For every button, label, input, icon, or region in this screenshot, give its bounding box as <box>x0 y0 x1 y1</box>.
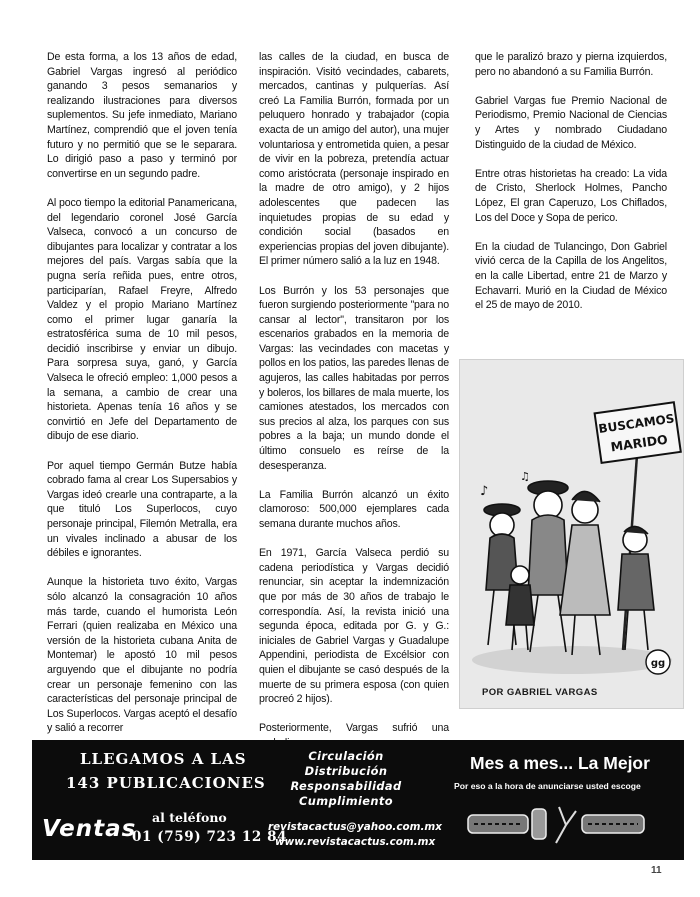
artist-signature: gg <box>650 658 666 669</box>
ad-service-item: Responsabilidad <box>290 779 402 793</box>
paragraph: En la ciudad de Tulancingo, Don Gabriel vivió cerca de la Capilla de los Angelitos, en la calle Libertad, entre 21 de Marzo y Echavarri. Murió en la Ciudad de México el 25 de mayo de 2010. <box>475 240 667 312</box>
ad-headline-2: 143 PUBLICACIONES <box>66 774 266 792</box>
ad-service-item: Circulación <box>308 749 384 763</box>
ad-website-link[interactable]: www.revistacactus.com.mx <box>275 836 436 848</box>
article-column-1 <box>47 50 237 751</box>
paragraph: Gabriel Vargas fue Premio Nacional de Periodismo, Premio Nacional de Ciencias y Artes y nombrado Ciudadano Distinguido de la ciudad de México. <box>475 94 667 151</box>
ad-email-link[interactable]: revistacactus@yahoo.com.mx <box>268 821 442 833</box>
paragraph: En 1971, García Valseca perdió su cadena periodística y Vargas decidió renunciar, sin aceptar la indemnización que por más de 30 años de trabajo le correspondía. Así, la revista inició una segunda época, editada por G. y G.: iniciales de Gabriel Vargas y Guadalupe Appendini, periodista de Excélsior con quien el dibujante se casó después de la muerte de su primera esposa (con quien procreó 2 hijos). <box>259 547 449 706</box>
svg-text:♪: ♪ <box>480 484 489 499</box>
paragraph: Los Burrón y los 53 personajes que fueron surgiendo posteriormente "para no cansar al lector", transitaron por los escenarios grabados en la memoria de Vargas: las vecindades con macetas y pollos en los patios, las paredes llenas de agujeros, las calles habitadas por perros y boleros, los billares de mala muerte, los camiones atestados, los mercados con sus precios al alza, los parques con sus pobres a la baja; un mundo donde el último consuelo es reírse de la desesperanza. <box>259 284 449 472</box>
svg-text:♫: ♫ <box>520 470 530 483</box>
paragraph: Entre otras historietas ha creado: La vida de Cristo, Sherlock Holmes, Pancho López, El gran Caperuzo, Los Chiflados, Los del Doce y Sopa de perico. <box>475 167 667 224</box>
ad-service-item: Cumplimiento <box>299 794 393 808</box>
ad-services-list <box>254 749 438 809</box>
cactus-logo <box>464 805 664 845</box>
ad-tagline: Por eso a la hora de anunciarse usted escoge <box>454 781 641 791</box>
advertisement-banner <box>32 740 684 860</box>
page-number: 11 <box>651 865 662 876</box>
ad-service-item: Distribución <box>304 764 388 778</box>
ad-slogan: Mes a mes... La Mejor <box>470 753 650 773</box>
comic-illustration <box>459 359 684 709</box>
paragraph: Por aquel tiempo Germán Butze había cobrado fama al crear Los Supersabios y Vargas ideó crearle una contraparte, a la que tituló Los Superlocos, cuyo personaje principal, Filemón Metralla, era un vivales inclinado a abusar de los débiles e ignorantes. <box>47 459 237 560</box>
paragraph: La Familia Burrón alcanzó un éxito clamoroso: 500,000 ejemplares cada semana durante muchos años. <box>259 488 449 530</box>
ad-sales-label: Ventas <box>42 816 137 842</box>
ad-phone-label: al teléfono <box>152 810 227 825</box>
illustration-caption: POR GABRIEL VARGAS <box>482 687 598 698</box>
paragraph: las calles de la ciudad, en busca de inspiración. Visitó vecindades, cabarets, mercados, cantinas y pulquerías. Así creó La Familia Burrón, formada por un peluquero honrado y trabajador (copia exacta de un amigo del autor), una mujer voluntariosa y entrometida quien, a pesar de vivir en la pobreza, pretendía actuar como aristócrata (personaje inspirado en la madre de otro amigo), y 2 hijos adolescentes que padecen las inquietudes propias de su edad y condición social (basados en experiencias propias del joven dibujante). El primer número salió a la luz en 1948. <box>259 51 449 268</box>
paragraph: Posteriormente, Vargas sufrió una <box>259 722 449 735</box>
paragraph: que le paralizó brazo y pierna izquierdos, pero no abandonó a su Familia Burrón. <box>475 51 667 78</box>
ad-phone-number[interactable]: 01 (759) 723 12 84 <box>132 829 288 845</box>
paragraph: Al poco tiempo la editorial Panamericana, del legendario coronel José García Valseca, convocó a un concurso de dibujantes para localizar y contratar a los mejores del país. Vargas sabía que la pugna sería reñida pues, entre otros, participarían, Rafael Freyre, Alfredo Valdez y el propio Mariano Martínez como el primer lugar ganaría la estratosférica suma de 10 mil pesos, decidió inscribirse y enviar un dibujo. Para sorpresa suya, ganó, y García Valseca le ofreció empleo: 1,000 pesos a la semana, a cambio de crear una historieta. Apenas tenía 16 años y se convirtió en Jefe del Departamento de dibujo de ese diario. <box>47 196 237 443</box>
article-column-2 <box>259 50 449 765</box>
article-column-3 <box>475 50 667 327</box>
paragraph: De esta forma, a los 13 años de edad, Gabriel Vargas ingresó al periódico ganando 3 pesos semanarios y realizando ilustraciones para diversos suplementos. Su jefe inmediato, Mariano Martínez, comprendió que el joven tenía futuro y no permitió que se le separara. Lo dirigió paso a paso y terminó por convertirse en un segundo padre. <box>47 51 237 180</box>
ad-headline-1: LLEGAMOS A LAS <box>80 750 247 768</box>
paragraph: Aunque la historieta tuvo éxito, Vargas sólo alcanzó la consagración 10 años más tarde, cuando el humorista León Ferrari (quien realizaba en México una versión de la historieta cubana Anita de Montemar) le apostó 10 mil pesos arguyendo que el dibujante no podría crear un personaje femenino con las características del personaje principal de Los Superlocos. Vargas aceptó el desafío y salió a recorrer <box>47 576 237 735</box>
sign-text-2: MARIDO <box>609 431 669 455</box>
cartoon-drawing <box>460 360 683 708</box>
sign-text-1: BUSCAMOS <box>597 411 676 436</box>
